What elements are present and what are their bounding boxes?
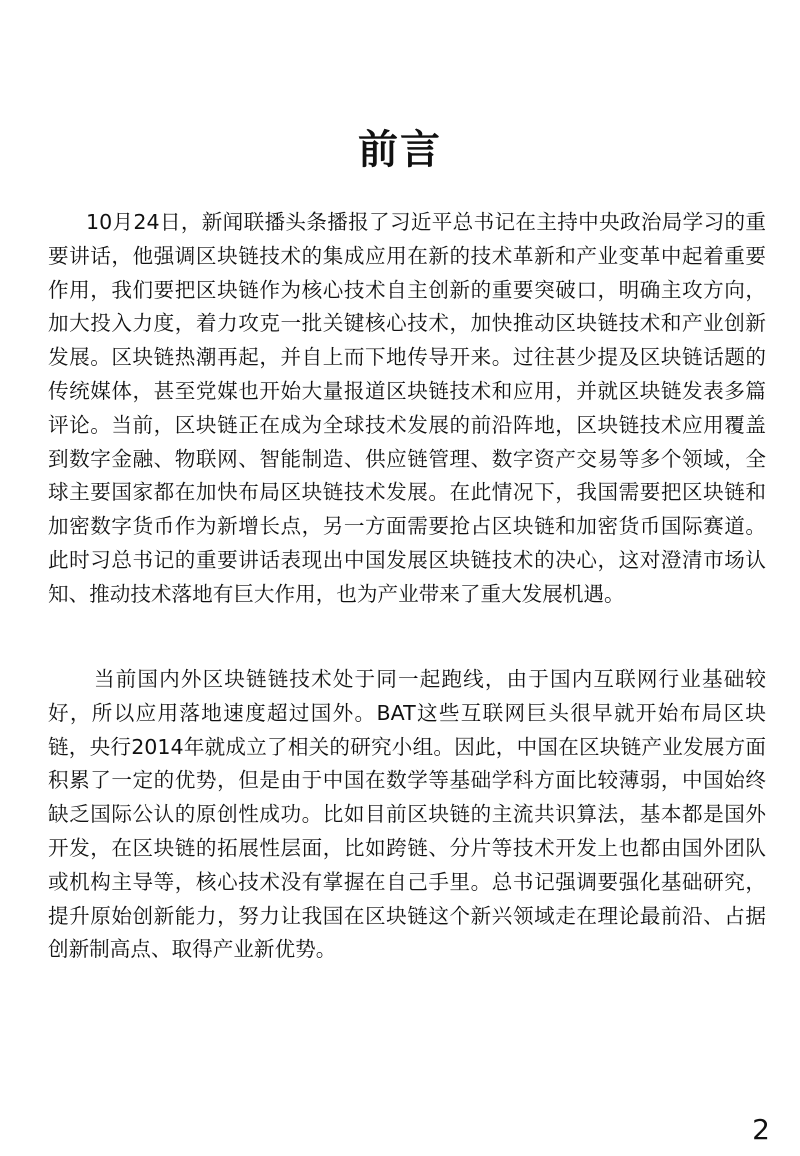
paragraph-2: 当前国内外区块链链技术处于同一起跑线，由于国内互联网行业基础较好，所以应用落地速度超过国外。BAT这些互联网巨头很早就开始布局区块链，央行2014年就成立了相关的研究小组。因此，中国在区块链产业发展方面积累了一定的优势，但是由于中国在数学等基础学科方面比较薄弱，中国始终缺乏国际公认的原创性成功。比如目前区块链的主流共识算法，基本都是国外开发，在区块链的拓展性层面，比如跨链、分片等技术开发上也都由国外团队或机构主导等，核心技术没有掌握在自己手里。总书记强调要强化基础研究，提升原始创新能力，努力让我国在区块链这个新兴领域走在理论最前沿、占据创新制高点、取得产业新优势。: [48, 667, 766, 962]
page-number: 2: [752, 1113, 770, 1146]
paragraph-1: 10月24日，新闻联播头条播报了习近平总书记在主持中央政治局学习的重要讲话，他强调区块链技术的集成应用在新的技术革新和产业变革中起着重要作用，我们要把区块链作为核心技术自主创新的重要突破口，明确主攻方向，加大投入力度，着力攻克一批关键核心技术，加快推动区块链技术和产业创新发展。区块链热潮再起，并自上而下地传导开来。过往甚少提及区块链话题的传统媒体，甚至党媒也开始大量报道区块链技术和应用，并就区块链发表多篇评论。当前，区块链正在成为全球技术发展的前沿阵地，区块链技术应用覆盖到数字金融、物联网、智能制造、供应链管理、数字资产交易等多个领域，全球主要国家都在加快布局区块链技术发展。在此情况下，我国需要把区块链和加密数字货币作为新增长点，另一方面需要抢占区块链和加密货币国际赛道。此时习总书记的重要讲话表现出中国发展区块链技术的决心，这对澄清市场认知、推动技术落地有巨大作用，也为产业带来了重大发展机遇。: [48, 210, 766, 606]
page-title: 前言: [358, 127, 442, 173]
